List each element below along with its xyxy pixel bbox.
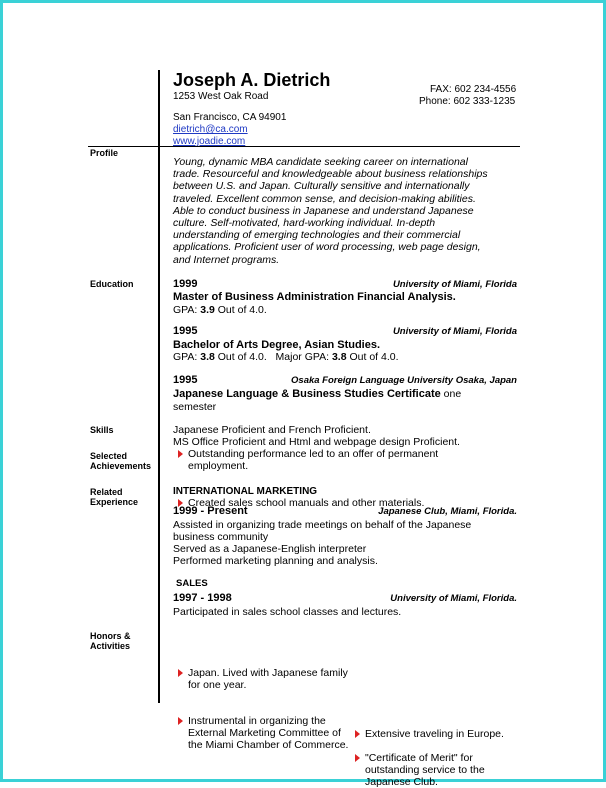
- achievement-item: Outstanding performance led to an offer of permanent employment.: [176, 448, 488, 472]
- honor-item: Extensive traveling in Europe.: [353, 728, 535, 740]
- profile-line: Able to conduct business in Japanese and understand Japanese: [173, 204, 474, 217]
- education-institution: Osaka Foreign Language University Osaka, Japan: [291, 375, 517, 386]
- education-year: 1995: [173, 374, 198, 386]
- section-label-profile: Profile: [90, 148, 119, 158]
- education-degree: Japanese Language & Business Studies Certificate one: [173, 388, 462, 400]
- address-line-2: San Francisco, CA 94901: [173, 112, 287, 123]
- sales-heading: SALES: [176, 578, 208, 589]
- honor-item: Japan. Lived with Japanese family for one year.: [176, 667, 350, 691]
- profile-line: culture. Self-motivated, hard-working individual. In-depth: [173, 217, 436, 230]
- honor-item: Instrumental in organizing the External Marketing Committee of the Miami Chamber of Commerce.: [176, 715, 358, 752]
- section-label-achievements: Selected Achievements: [90, 451, 152, 471]
- section-label-experience: Related Experience: [90, 487, 139, 507]
- education-gpa: GPA: 3.8 Out of 4.0. Major GPA: 3.8 Out of 4.0.: [173, 351, 399, 363]
- job-line: business community: [173, 531, 269, 543]
- candidate-name: Joseph A. Dietrich: [173, 70, 331, 90]
- website-link[interactable]: www.joadie.com: [173, 136, 246, 147]
- profile-line: and Internet programs.: [173, 253, 280, 266]
- address-line-1: 1253 West Oak Road: [173, 91, 269, 102]
- profile-line: applications. Proficient user of word processing, web page design,: [173, 241, 481, 254]
- honor-item: "Certificate of Merit" for outstanding service to the Japanese Club.: [353, 752, 525, 788]
- education-year: 1999: [173, 278, 198, 290]
- education-institution: University of Miami, Florida: [392, 326, 517, 337]
- education-degree: Master of Business Administration Financial Analysis.: [173, 291, 456, 303]
- profile-line: between U.S. and Japan. Culturally sensitive and internationally: [173, 180, 470, 193]
- job-org: Japanese Club, Miami, Florida.: [378, 506, 517, 517]
- job-line: Served as a Japanese-English interpreter: [173, 543, 367, 555]
- skills-line: MS Office Proficient and Html and webpage design Proficient.: [173, 436, 460, 448]
- section-label-honors: Honors & Activities: [90, 631, 131, 651]
- education-degree-line2: semester: [173, 401, 217, 413]
- section-label-skills: Skills: [90, 425, 114, 435]
- job-line: Performed marketing planning and analysis.: [173, 555, 378, 567]
- education-year: 1995: [173, 325, 198, 337]
- profile-line: traveled. Excellent common sense, and decision-making abilities.: [173, 192, 476, 205]
- skills-line: Japanese Proficient and French Proficient.: [173, 424, 371, 436]
- profile-line: understanding of emerging technologies and their commercial: [173, 229, 461, 242]
- education-institution: University of Miami, Florida: [392, 279, 517, 290]
- email-link[interactable]: dietrich@ca.com: [173, 124, 248, 135]
- job-org: University of Miami, Florida.: [390, 593, 517, 604]
- experience-heading: INTERNATIONAL MARKETING: [173, 486, 318, 497]
- profile-text: [173, 156, 523, 266]
- section-label-education: Education: [90, 279, 134, 289]
- job-period: 1997 - 1998: [173, 592, 232, 604]
- job-line: Assisted in organizing trade meetings on behalf of the Japanese: [173, 519, 472, 531]
- profile-line: trade. Resourceful and knowledgeable about business relationships: [173, 168, 488, 181]
- phone-number: Phone: 602 333-1235: [419, 96, 516, 107]
- job-line: Participated in sales school classes and lectures.: [173, 606, 402, 618]
- fax-number: FAX: 602 234-4556: [430, 84, 517, 95]
- education-degree: Bachelor of Arts Degree, Asian Studies.: [173, 339, 381, 351]
- job-period: 1999 - Present: [173, 505, 248, 517]
- profile-line: Young, dynamic MBA candidate seeking career on international: [173, 156, 468, 168]
- vertical-rule: [158, 70, 160, 703]
- header-rule: [88, 146, 520, 147]
- achievement-item: Created sales school manuals and other materials.: [176, 497, 488, 509]
- education-gpa: GPA: 3.9 Out of 4.0.: [173, 304, 267, 316]
